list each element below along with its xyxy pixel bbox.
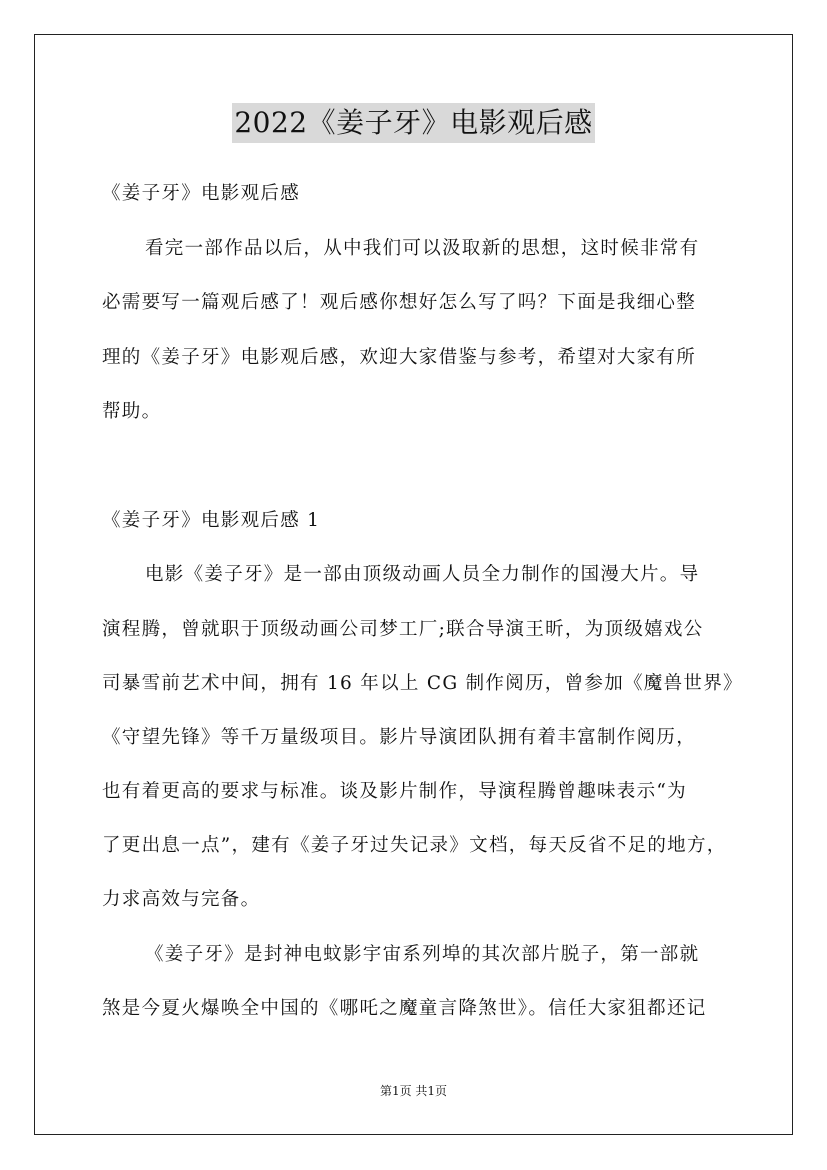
- paragraph-line: 也有着更高的要求与标准。谈及影片制作，导演程腾曾趣味表示“为: [102, 781, 687, 802]
- paragraph-line: 帮助。: [102, 401, 162, 422]
- paragraph-line: 《姜子牙》是封神电蚊影宇宙系列埠的其次部片脱子，第一部就: [145, 944, 700, 965]
- paragraph-line: 演程腾，曾就职于顶级动画公司梦工厂;联合导演王昕，为顶级嬉戏公: [102, 619, 704, 640]
- paragraph-line: 煞是今夏火爆唤全中国的《哪吒之魔童言降煞世》。信任大家狙都还记: [102, 998, 707, 1019]
- section-heading: 《姜子牙》电影观后感 1: [102, 510, 321, 531]
- paragraph-line: 了更出息一点”，建有《姜子牙过失记录》文档，每天反省不足的地方，: [102, 835, 727, 856]
- title-container: [0, 103, 827, 143]
- paragraph-line: 看完一部作品以后，从中我们可以汲取新的思想，这时候非常有: [145, 238, 700, 259]
- paragraph-line: 电影《姜子牙》是一部由顶级动画人员全力制作的国漫大片。导: [145, 564, 700, 585]
- subtitle-line: 《姜子牙》电影观后感: [102, 183, 301, 204]
- paragraph-line: 必需要写一篇观后感了！观后感你想好怎么写了吗？下面是我细心整: [102, 292, 697, 313]
- paragraph-line: 司暴雪前艺术中间，拥有 16 年以上 CG 制作阅历，曾参加《魔兽世界》: [102, 673, 743, 694]
- paragraph-line: 力求高效与完备。: [102, 889, 261, 910]
- page-footer: 第1页 共1页: [379, 1084, 448, 1098]
- document-title: 2022《姜子牙》电影观后感: [232, 103, 594, 143]
- paragraph-line: 理的《姜子牙》电影观后感，欢迎大家借鉴与参考，希望对大家有所: [102, 347, 697, 368]
- paragraph-line: 《守望先锋》等千万量级项目。影片导演团队拥有着丰富制作阅历，: [102, 727, 697, 748]
